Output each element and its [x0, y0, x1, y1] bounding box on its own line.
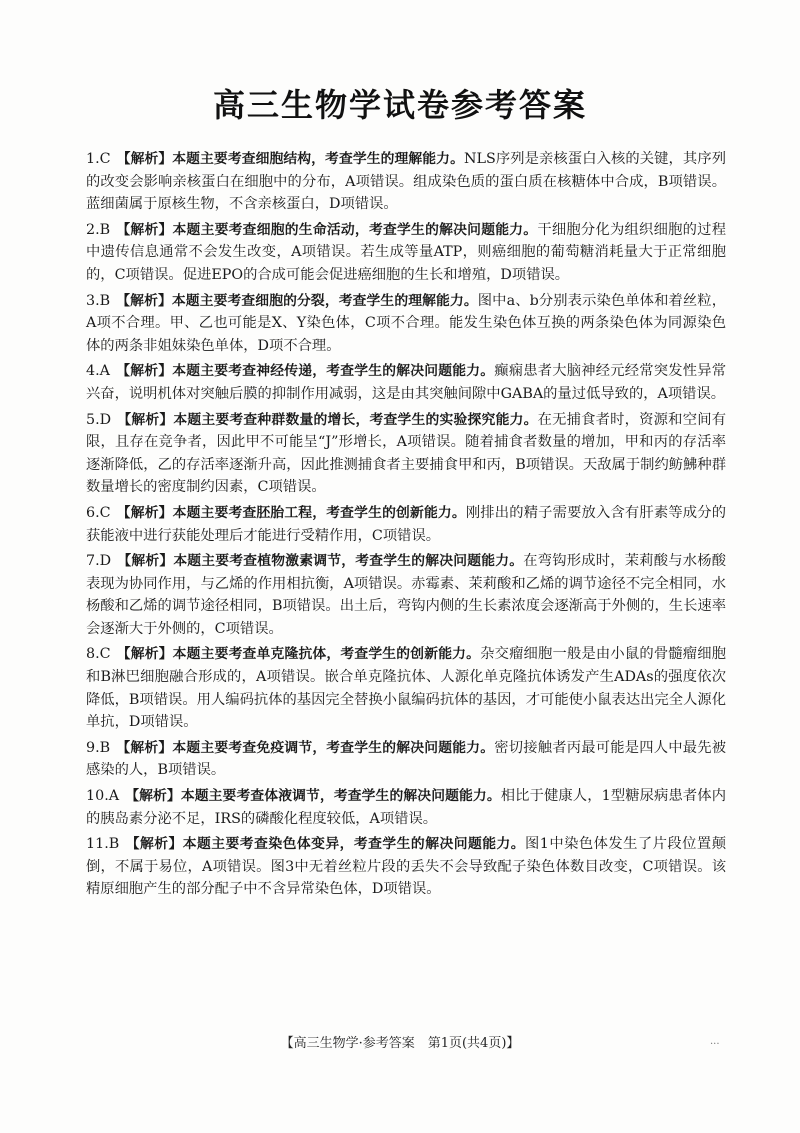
answer-summary: 【解析】本题主要考查体液调节，考查学生的解决问题能力。: [125, 788, 501, 805]
answer-item-3: [86, 290, 726, 358]
answer-key: C: [99, 504, 111, 521]
answer-summary: 【解析】本题主要考查染色体变异，考查学生的解决问题能力。: [125, 836, 526, 853]
corner-mark: ...: [710, 1036, 720, 1047]
answer-summary: 【解析】本题主要考查单克隆抗体，考查学生的创新能力。: [116, 646, 481, 663]
answer-number: 11.: [86, 836, 109, 853]
answer-explanation: 相比于健康人，1型糖尿病患者体内的胰岛素分泌不足，IRS的磷酸化程度较低，A项错误。: [86, 788, 726, 827]
answer-key: B: [99, 221, 111, 238]
answer-explanation: 刚排出的精子需要放入含有肝素等成分的获能液中进行获能处理后才能进行受精作用，C项错误。: [86, 504, 727, 544]
answer-explanation: 在无捕食者时，资源和空间有限，且存在竞争者，因此甲不可能呈“J”形增长，A项错误。随着捕食者数量的增加，甲和丙的存活率逐渐降低，乙的存活率逐渐升高，因此推测捕食者主要捕食甲和丙，B项错误。天敌属于制约鲂鮄种群数量增长的密度制约因素，C项错误。: [86, 411, 727, 496]
answer-key: A: [108, 788, 120, 805]
answer-number: 2.: [86, 221, 100, 238]
answer-number: 3.: [86, 292, 100, 309]
answer-summary: 【解析】本题主要考查细胞结构，考查学生的理解能力。: [116, 151, 464, 167]
answer-number: 5.: [86, 411, 100, 428]
answer-item-5: [86, 409, 726, 499]
answer-item-8: [86, 643, 726, 733]
answer-number: 6.: [86, 504, 100, 521]
answer-key: C: [99, 646, 111, 663]
answer-key: A: [99, 363, 110, 380]
page-footer: 【高三生物学·参考答案 第1页(共4页)】: [280, 1036, 520, 1051]
answer-explanation: 图1中染色体发生了片段位置颠倒，不属于易位，A项错误。图3中无着丝粒片段的丢失不会导致配子染色体数目改变，C项错误。该精原细胞产生的部分配子中不含异常染色体，D项错误。: [86, 836, 726, 898]
answer-item-1: [86, 148, 726, 216]
answer-explanation: 干细胞分化为组织细胞的过程中遗传信息通常不会发生改变，A项错误。若生成等量ATP，则癌细胞的葡萄糖消耗量大于正常细胞的，C项错误。促进EPO的合成可能会促进癌细胞的生长和增殖，D项错误。: [86, 221, 727, 283]
answer-summary: 【解析】本题主要考查免疫调节，考查学生的解决问题能力。: [116, 739, 495, 756]
answer-explanation: 图中a、b分别表示染色单体和着丝粒，A项不合理。甲、乙也可能是X、Y染色体，C项不合理。能发生染色体互换的两条染色体为同源染色体的两条非姐妹染色单体，D项不合理。: [86, 292, 726, 354]
answer-number: 1.: [86, 151, 100, 167]
answer-summary: 【解析】本题主要考查细胞的分裂，考查学生的理解能力。: [116, 292, 478, 309]
answer-key: B: [99, 739, 111, 756]
answer-key: D: [99, 411, 112, 428]
answer-number: 4.: [86, 363, 100, 380]
answer-summary: 【解析】本题主要考查种群数量的增长，考查学生的实验探究能力。: [117, 411, 538, 428]
answer-explanation: 杂交瘤细胞一般是由小鼠的骨髓瘤细胞和B淋巴细胞融合形成的，A项错误。嵌合单克隆抗体、人源化单克隆抗体诱发产生ADAs的强度依次降低，B项错误。用人编码抗体的基因完全替换小鼠编码抗体的基因，才可能使小鼠表达出完全人源化单抗，D项错误。: [86, 646, 727, 731]
answer-item-7: [86, 550, 726, 640]
answer-key: C: [99, 151, 111, 167]
page-title: 高三生物学试卷参考答案: [212, 86, 587, 124]
answer-item-11: [86, 833, 726, 901]
answer-summary: 【解析】本题主要考查神经传递，考查学生的解决问题能力。: [115, 363, 495, 380]
answer-explanation: 密切接触者丙最可能是四人中最先被感染的人，B项错误。: [86, 739, 727, 779]
answer-item-9: [86, 737, 726, 782]
answer-item-4: [86, 360, 726, 405]
answer-explanation: NLS序列是亲核蛋白入核的关键，其序列的改变会影响亲核蛋白在细胞中的分布，A项错误。组成染色质的蛋白质在核糖体中合成，B项错误。蓝细菌属于原核生物，不含亲核蛋白，D项错误。: [86, 151, 727, 213]
answer-summary: 【解析】本题主要考查植物激素调节，考查学生的解决问题能力。: [117, 553, 524, 570]
answer-list: [86, 148, 726, 904]
answer-key: B: [99, 292, 111, 309]
answer-key: B: [108, 836, 120, 853]
answer-number: 7.: [86, 553, 100, 570]
answer-item-6: [86, 502, 726, 547]
answer-explanation: 癫痫患者大脑神经元经常突发性异常兴奋，说明机体对突触后膜的抑制作用减弱，这是由其突触间隙中GABA的量过低导致的，A项错误。: [86, 363, 727, 402]
answer-number: 10.: [86, 788, 109, 805]
answer-key: D: [99, 553, 112, 570]
answer-summary: 【解析】本题主要考查胚胎工程，考查学生的创新能力。: [116, 504, 466, 521]
answer-explanation: 在弯钩形成时，茉莉酸与水杨酸表现为协同作用，与乙烯的作用相抗衡，A项错误。赤霉素、茉莉酸和乙烯的调节途径不完全相同，水杨酸和乙烯的调节途径相同，B项错误。出土后，弯钩内侧的生长素浓度会逐渐高于外侧的，生长速率会逐渐大于外侧的，C项错误。: [86, 553, 727, 637]
answer-item-10: [86, 785, 726, 830]
answer-summary: 【解析】本题主要考查细胞的生命活动，考查学生的解决问题能力。: [116, 221, 538, 238]
answer-number: 8.: [86, 646, 100, 663]
answer-number: 9.: [86, 739, 100, 756]
answer-item-2: [86, 219, 726, 287]
